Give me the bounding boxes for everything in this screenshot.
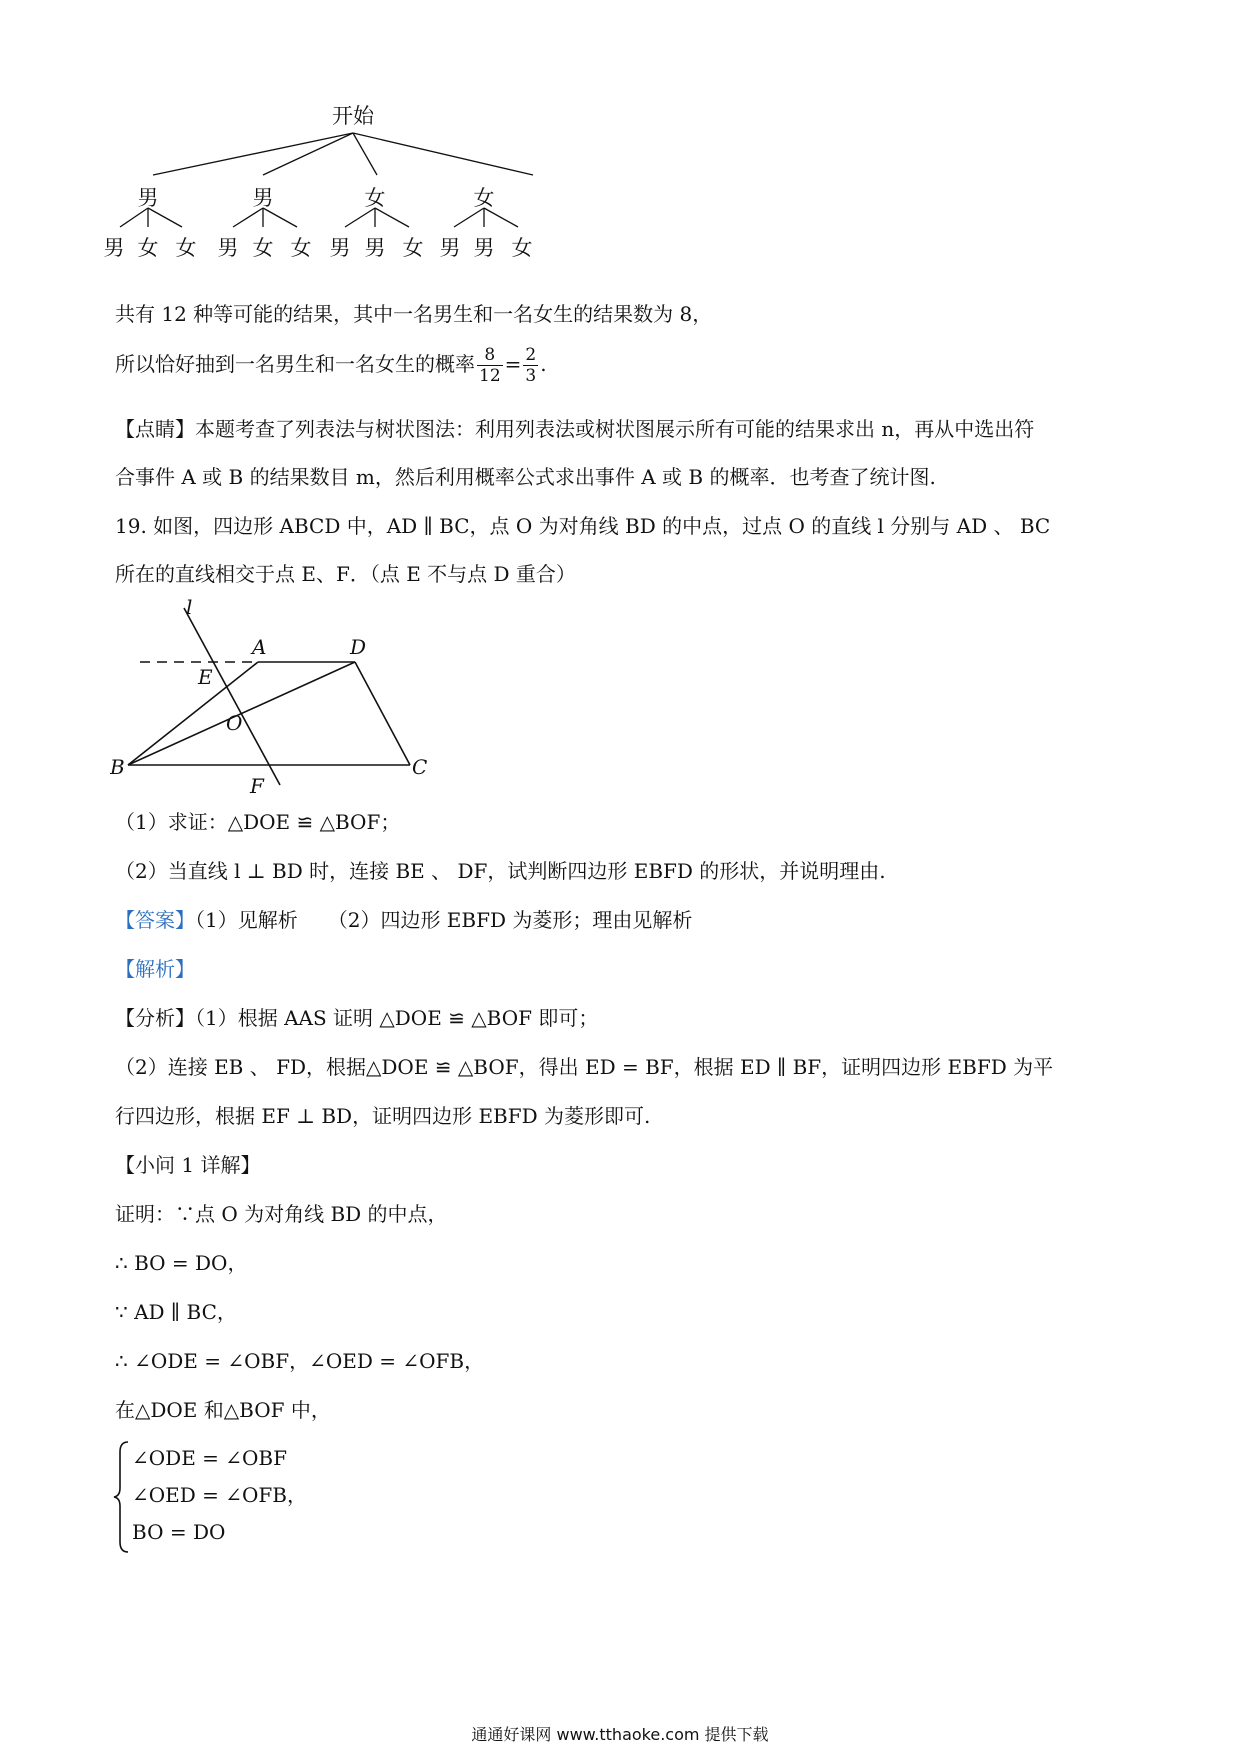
proof-line: ∴ BO = DO， <box>115 1251 248 1275</box>
analysis-line: 【分析】（1）根据 AAS 证明 △DOE ≌ △BOF 即可； <box>115 1006 599 1030</box>
tree-root: 开始 <box>332 104 374 128</box>
analysis-line: 行四边形，根据 EF ⊥ BD，证明四边形 EBFD 为菱形即可. <box>115 1104 651 1128</box>
footer-credit: 通通好课网 www.tthaoke.com 提供下载 <box>471 1725 769 1744</box>
label-b: B <box>110 755 125 779</box>
tree-node: 女 <box>364 186 386 210</box>
numerator: 8 <box>477 345 503 366</box>
note-paragraph: 合事件 A 或 B 的结果数目 m，然后利用概率公式求出事件 A 或 B 的概率．也考查了统计图. <box>115 465 936 489</box>
answer-line <box>115 906 692 934</box>
segment-dc <box>355 662 410 765</box>
paragraph: 共有 12 种等可能的结果，其中一名男生和一名女生的结果数为 8， <box>115 302 713 326</box>
proof-line: ∴ ∠ODE = ∠OBF，∠OED = ∠OFB， <box>115 1349 485 1373</box>
tree-leaf: 男 <box>329 236 351 260</box>
tree-diagram <box>100 95 700 265</box>
answer-tag: 【答案】 <box>115 908 195 932</box>
tree-node: 男 <box>137 186 159 210</box>
tree-leaf: 女 <box>252 236 274 260</box>
analysis-tag: 【解析】 <box>115 957 195 981</box>
tree-leaf: 女 <box>175 236 197 260</box>
sub-question-2: （2）当直线 l ⊥ BD 时，连接 BE 、 DF，试判断四边形 EBFD 的形状，并说明理由. <box>115 859 886 883</box>
system-equation: BO = DO <box>132 1520 226 1544</box>
tree-leaf: 女 <box>290 236 312 260</box>
fraction <box>523 345 538 386</box>
answer-body: （1）见解析 （2）四边形 EBFD 为菱形；理由见解析 <box>195 908 693 932</box>
denominator: 3 <box>525 366 537 386</box>
tree-leaf: 男 <box>473 236 495 260</box>
tree-node: 女 <box>473 186 495 210</box>
sub-heading: 【小问 1 详解】 <box>115 1153 261 1177</box>
note-paragraph: 【点睛】本题考查了列表法与树状图法：利用列表法或树状图展示所有可能的结果求出 n，再从中选出符 <box>115 417 1035 441</box>
analysis-line: （2）连接 EB 、 FD，根据△DOE ≌ △BOF，得出 ED = BF，根据 ED ∥ BF，证明四边形 EBFD 为平 <box>115 1055 1054 1079</box>
label-o: O <box>226 711 243 735</box>
tree-leaf: 女 <box>511 236 533 260</box>
text-run: 所以恰好抽到一名男生和一名女生的概率 <box>115 352 475 376</box>
geometry-figure <box>110 598 450 798</box>
label-c: C <box>412 755 428 779</box>
denominator: 12 <box>479 366 501 386</box>
tree-leaf: 男 <box>364 236 386 260</box>
fraction <box>477 345 503 386</box>
label-e: E <box>198 665 213 689</box>
label-l: l <box>186 598 193 619</box>
proof-line: 在△DOE 和△BOF 中， <box>115 1398 331 1422</box>
numerator: 2 <box>525 345 537 365</box>
label-a: A <box>252 635 267 659</box>
proof-line: 证明：∵点 O 为对角线 BD 的中点， <box>115 1202 448 1226</box>
equals-sign: = <box>504 352 522 376</box>
period: . <box>540 352 547 376</box>
tree-leaf: 女 <box>402 236 424 260</box>
system-brace <box>112 1438 132 1556</box>
label-f: F <box>250 774 264 798</box>
system-equation: ∠ODE = ∠OBF <box>132 1446 287 1470</box>
sub-question-1: （1）求证：△DOE ≌ △BOF； <box>115 810 401 834</box>
proof-line: ∵ AD ∥ BC， <box>115 1300 237 1324</box>
tree-leaf: 男 <box>439 236 461 260</box>
tree-leaf: 男 <box>103 236 125 260</box>
tree-leaf: 男 <box>217 236 239 260</box>
system-equation: ∠OED = ∠OFB， <box>132 1483 307 1507</box>
question-19-line: 所在的直线相交于点 E、F．（点 E 不与点 D 重合） <box>115 562 576 586</box>
tree-leaf: 女 <box>137 236 159 260</box>
probability-line <box>115 345 547 386</box>
tree-node: 男 <box>252 186 274 210</box>
question-19-line: 19. 如图，四边形 ABCD 中，AD ∥ BC，点 O 为对角线 BD 的中点，过点 O 的直线 l 分别与 AD 、 BC <box>115 514 1051 538</box>
label-d: D <box>350 635 367 659</box>
